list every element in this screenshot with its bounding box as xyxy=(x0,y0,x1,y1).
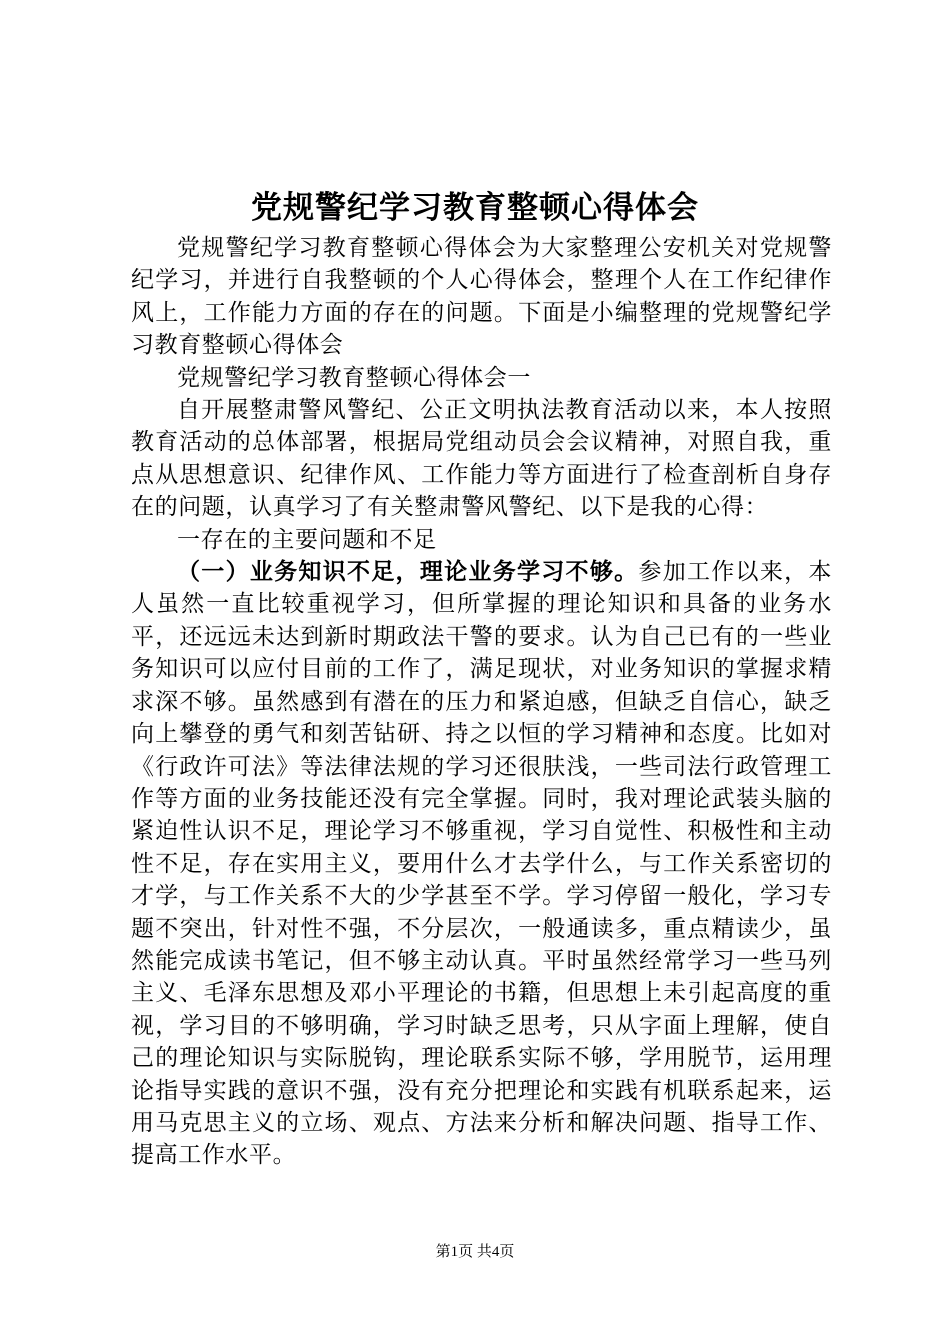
intro-paragraph: 党规警纪学习教育整顿心得体会为大家整理公安机关对党规警纪学习，并进行自我整顿的个人心得体会，整理个人在工作纪律作风上，工作能力方面的存在的问题。下面是小编整理的党规警纪学习教育整顿心得体会 xyxy=(131,235,832,359)
page-title: 党规警纪学习教育整顿心得体会 xyxy=(251,190,699,226)
item-paragraph xyxy=(131,556,832,1172)
section-heading: 党规警纪学习教育整顿心得体会一 xyxy=(177,364,531,391)
subheading: 一存在的主要问题和不足 xyxy=(177,526,437,553)
document-body xyxy=(131,232,832,1172)
page-footer: 第1页 共4页 xyxy=(435,1244,515,1260)
item-heading: （一）业务知识不足，理论业务学习不够。 xyxy=(177,559,639,586)
body-paragraph: 自开展整肃警风警纪、公正文明执法教育活动以来，本人按照教育活动的总体部署，根据局党组动员会会议精神，对照自我，重点从思想意识、纪律作风、工作能力等方面进行了检查剖析自身存在的问题，认真学习了有关整肃警风警纪、以下是我的心得： xyxy=(131,397,832,521)
item-body: 参加工作以来，本人虽然一直比较重视学习，但所掌握的理论知识和具备的业务水平，还远远未达到新时期政法干警的要求。认为自己已有的一些业务知识可以应付目前的工作了，满足现状，对业务知识的掌握求精求深不够。虽然感到有潜在的压力和紧迫感，但缺乏自信心，缺乏向上攀登的勇气和刻苦钻研、持之以恒的学习精神和态度。比如对《行政许可法》等法律法规的学习还很肤浅，一些司法行政管理工作等方面的业务技能还没有完全掌握。同时，我对理论武装头脑的紧迫性认识不足，理论学习不够重视，学习自觉性、积极性和主动性不足，存在实用主义，要用什么才去学什么，与工作关系密切的才学，与工作关系不大的少学甚至不学。学习停留一般化，学习专题不突出，针对性不强，不分层次，一般通读多，重点精读少，虽然能完成读书笔记，但不够主动认真。平时虽然经常学习一些马列主义、毛泽东思想及邓小平理论的书籍，但思想上未引起高度的重视，学习目的不够明确，学习时缺乏思考，只从字面上理解，使自己的理论知识与实际脱钩，理论联系实际不够，学用脱节，运用理论指导实践的意识不强，没有充分把理论和实践有机联系起来，运用马克思主义的立场、观点、方法来分析和解决问题、指导工作、提高工作水平。 xyxy=(131,559,832,1169)
